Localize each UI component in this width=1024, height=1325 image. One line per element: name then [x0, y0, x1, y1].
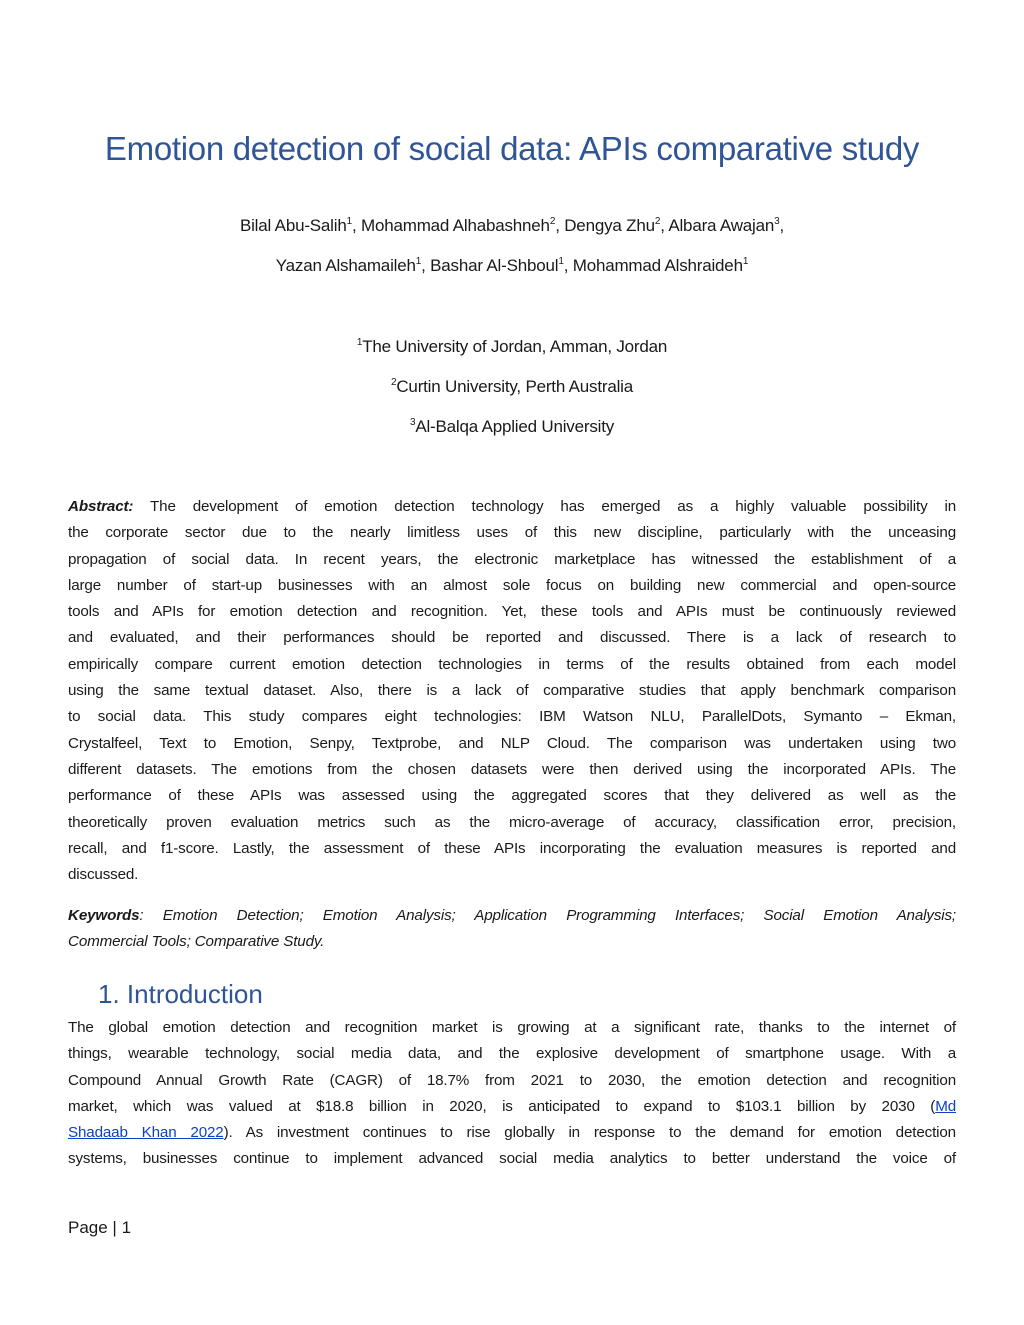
- author-line-1: [0, 216, 1024, 236]
- abstract-line: theoretically proven evaluation metrics such as the micro-average of accuracy, classification error, precision,: [68, 813, 956, 831]
- abstract-line: the corporate sector due to the nearly limitless uses of this new discipline, particularly with the unceasing: [68, 524, 956, 542]
- separator: ,: [421, 256, 431, 275]
- author-name: Albara Awajan: [668, 216, 775, 235]
- keywords-line: Keywords: Emotion Detection; Emotion Analysis; Application Programming Interfaces; Social Emotion Analysis;: [68, 907, 956, 924]
- abstract-line: discussed.: [68, 866, 139, 884]
- abstract-line: Abstract: The development of emotion detection technology has emerged as a highly valuable possibility in: [68, 498, 956, 515]
- intro-line: Shadaab Khan 2022). As investment continues to rise globally in response to the demand for emotion detection: [68, 1124, 956, 1142]
- abstract-line: large number of start-up businesses with an almost sole focus on building new commercial and open-source: [68, 576, 956, 594]
- author-line-2: [0, 256, 1024, 276]
- affiliation-2: $^2$Curtin University, Perth Australia: [390, 377, 633, 396]
- separator: ,: [555, 216, 565, 235]
- affiliation-mark: 1: [742, 256, 749, 267]
- separator: ,: [660, 216, 669, 235]
- paper-title: Emotion detection of social data: APIs comparative study: [104, 130, 920, 167]
- abstract-line: using the same textual dataset. Also, there is a lack of comparative studies that apply benchmark comparison: [68, 682, 956, 700]
- intro-line: The global emotion detection and recognition market is growing at a significant rate, thanks to the internet of: [68, 1019, 956, 1036]
- affiliation-mark: 1: [415, 256, 422, 267]
- author-name: Bilal Abu-Salih: [239, 216, 347, 235]
- introduction-body: [68, 1015, 956, 1173]
- author-name: Dengya Zhu: [564, 216, 655, 235]
- separator: ,: [563, 256, 573, 275]
- intro-line: things, wearable technology, social media data, and the explosive development of smartphone usage. With a: [68, 1045, 956, 1063]
- section-heading-introduction: 1. Introduction: [98, 979, 263, 1009]
- affiliation-mark: 3: [774, 216, 780, 227]
- citation-link[interactable]: Md: [935, 1097, 956, 1115]
- page-number: Page | 1: [68, 1218, 132, 1237]
- author-name: Bashar Al-Shboul: [430, 256, 559, 275]
- keywords: [68, 903, 956, 956]
- intro-line: market, which was valued at $18.8 billion in 2020, is anticipated to expand to $103.1 billion by 2030 (Md: [68, 1097, 956, 1115]
- abstract-line: and evaluated, and their performances should be reported and discussed. There is a lack of research to: [68, 629, 956, 647]
- separator: ,: [351, 216, 362, 235]
- affiliation-1: $^1$The University of Jordan, Amman, Jordan: [356, 337, 668, 356]
- abstract-line: to social data. This study compares eight technologies: IBM Watson NLU, ParallelDots, Symanto – Ekman,: [68, 708, 956, 726]
- abstract-line: Crystalfeel, Text to Emotion, Senpy, Textprobe, and NLP Cloud. The comparison was undertaken using two: [68, 734, 956, 752]
- abstract-line: propagation of social data. In recent years, the electronic marketplace has witnessed the establishment of a: [68, 550, 956, 568]
- abstract-line: performance of these APIs was assessed using the aggregated scores that they delivered as well as the: [68, 787, 956, 805]
- keywords-label: Keywords: [68, 907, 140, 924]
- abstract-line: different datasets. The emotions from the chosen datasets were then derived using the incorporated APIs. The: [68, 760, 956, 778]
- author-name: Yazan Alshamaileh: [275, 256, 416, 275]
- keywords-line: Commercial Tools; Comparative Study.: [68, 933, 325, 951]
- author-name: Mohammad Alshraideh: [572, 256, 743, 275]
- citation-link[interactable]: Shadaab Khan 2022: [68, 1124, 224, 1142]
- intro-line: systems, businesses continue to implement advanced social media analytics to better understand the voice of: [68, 1150, 956, 1168]
- affiliation-mark: 2: [549, 216, 556, 227]
- abstract-line: empirically compare current emotion detection technologies in terms of the results obtained from each model: [68, 655, 956, 673]
- affiliation-3: $^3$Al-Balqa Applied University: [409, 417, 615, 436]
- abstract-line: tools and APIs for emotion detection and recognition. Yet, these tools and APIs must be continuously reviewed: [68, 603, 956, 621]
- abstract-line: recall, and f1-score. Lastly, the assessment of these APIs incorporating the evaluation measures is reported and: [68, 839, 956, 857]
- author-name: Mohammad Alhabashneh: [361, 216, 550, 235]
- affiliation-mark: 2: [654, 216, 661, 227]
- abstract-label: Abstract:: [68, 498, 134, 515]
- affiliation-mark: 1: [558, 256, 564, 267]
- affiliation-mark: 1: [346, 216, 352, 227]
- abstract: [68, 494, 956, 888]
- separator: ,: [779, 216, 785, 235]
- intro-line: Compound Annual Growth Rate (CAGR) of 18.7% from 2021 to 2030, the emotion detection and recognition: [68, 1071, 956, 1089]
